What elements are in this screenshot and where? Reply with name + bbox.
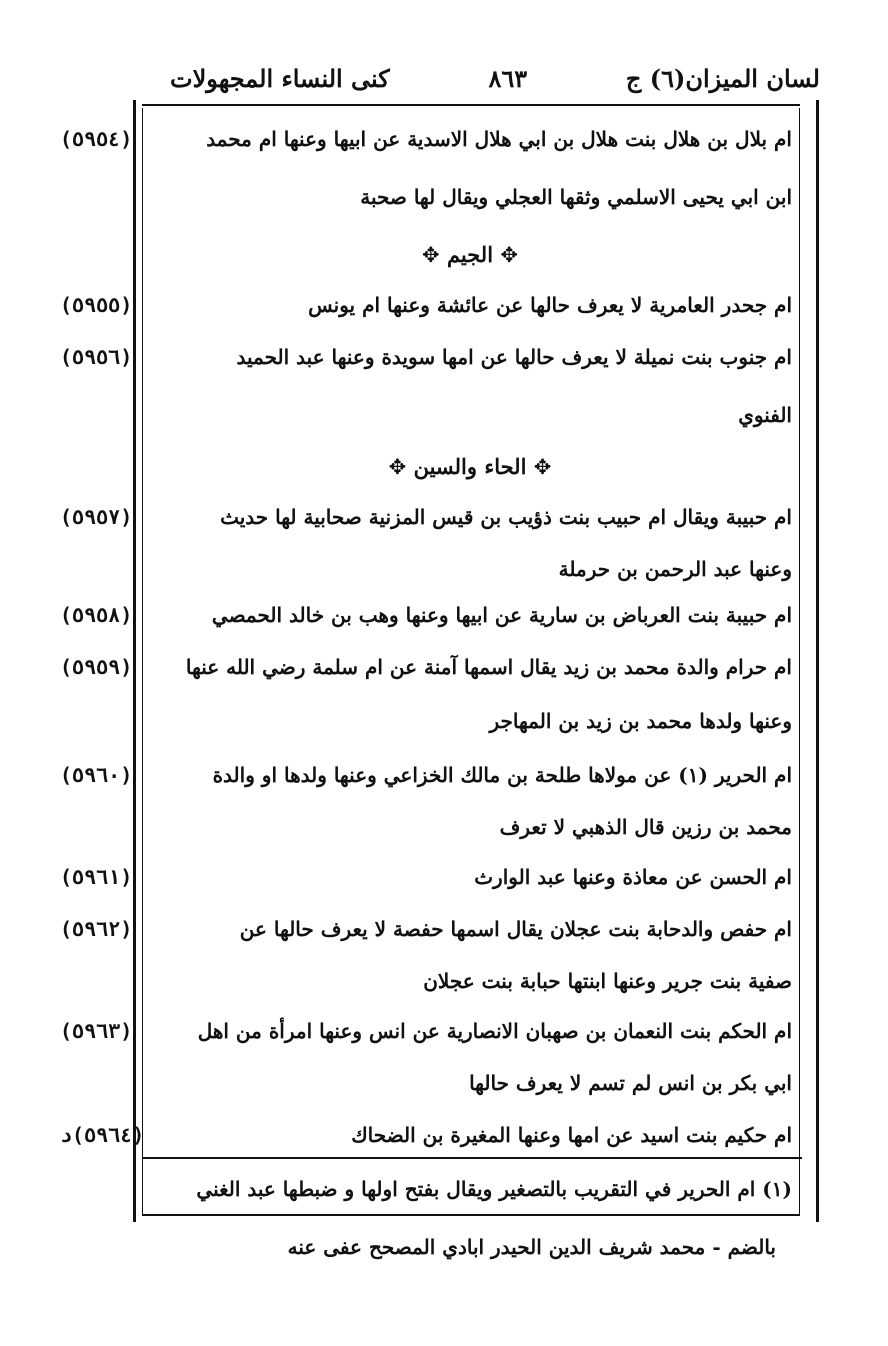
entry-line: ام حبيبة ويقال ام حبيب بنت ذؤيب بن قيس المزنية صحابية لها حديث (220, 505, 792, 529)
entry-line: ام حفص والدحابة بنت عجلان يقال اسمها حفصة لا يعرف حالها عن (239, 917, 792, 941)
page-header (170, 58, 820, 98)
entry-line: ام جحدر العامرية لا يعرف حالها عن عائشة وعنها ام يونس (308, 293, 792, 317)
entry-line: الفنوي (738, 403, 792, 427)
ornament-icon: ✥ (422, 243, 440, 267)
entry-number: (٥٩٥٦) (60, 345, 133, 369)
margin-mark (816, 218, 824, 228)
entry-number: (٥٩٥٨) (60, 603, 133, 627)
section-heading-text: الجيم (446, 242, 494, 267)
bottom-rule (142, 1214, 800, 1216)
entry-number: (٥٩٦١) (60, 865, 133, 889)
entry-number: (٥٩٥٩) (60, 655, 133, 679)
entry-number: (٥٩٦٤)د (60, 1123, 145, 1147)
entry-number: (٥٩٥٥) (60, 293, 133, 317)
entry-line: ام الحرير (١) عن مولاها طلحة بن مالك الخزاعي وعنها ولدها او والدة (212, 763, 792, 787)
entry-line: ام بلال بن هلال بنت هلال بن ابي هلال الاسدية عن ابيها وعنها ام محمد (206, 127, 792, 151)
footnote: (١) ام الحرير في التقريب بالتصغير ويقال بفتح اولها و ضبطها عبد الغني (196, 1177, 792, 1201)
ornament-icon: ✥ (500, 243, 518, 267)
entry-line: ام الحسن عن معاذة وعنها عبد الوارث (474, 865, 792, 889)
page-number: ٨٦٣ (488, 63, 528, 93)
entry-number: (٥٩٥٧) (60, 505, 133, 529)
section-heading-text: الحاء والسين (413, 454, 527, 479)
editor-note: بالضم - محمد شريف الدين الحيدر ابادي المصحح عفى عنه (287, 1235, 776, 1259)
entry-number: (٥٩٦٠) (60, 763, 133, 787)
book-title: لسان الميزان(٦) ج (625, 63, 820, 93)
section-heading (142, 452, 798, 482)
entry-line: ام حرام والدة محمد بن زيد يقال اسمها آمنة عن ام سلمة رضي الله عنها (185, 655, 792, 679)
ornament-icon: ✥ (388, 455, 407, 479)
entry-line: ابن ابي يحيى الاسلمي وثقها العجلي ويقال لها صحبة (360, 185, 792, 209)
entry-line: ام حبيبة بنت العرباض بن سارية عن ابيها وعنها وهب بن خالد الحمصي (211, 603, 792, 627)
ornament-icon: ✥ (533, 455, 552, 479)
section-title: كنى النساء المجهولات (170, 63, 390, 93)
footnote-separator (142, 1157, 802, 1159)
entry-line: محمد بن رزين قال الذهبي لا تعرف (499, 815, 792, 839)
entry-line: ام حكيم بنت اسيد عن امها وعنها المغيرة بن الضحاك (351, 1123, 792, 1147)
section-heading (142, 240, 798, 270)
entry-line: ابي بكر بن انس لم تسم لا يعرف حالها (469, 1071, 792, 1095)
entry-line: ام جنوب بنت نميلة لا يعرف حالها عن امها سويدة وعنها عبد الحميد (236, 345, 792, 369)
entry-line: وعنها ولدها محمد بن زيد بن المهاجر (489, 709, 792, 733)
entry-number: (٥٩٦٣) (60, 1019, 133, 1043)
entry-line: وعنها عبد الرحمن بن حرملة (558, 557, 792, 581)
entry-line: صفية بنت جرير وعنها ابنتها حبابة بنت عجلان (423, 969, 792, 993)
entry-number: (٥٩٦٢) (60, 917, 133, 941)
entry-line: ام الحكم بنت النعمان بن صهبان الانصارية عن انس وعنها امرأة من اهل (197, 1019, 792, 1043)
entry-number: (٥٩٥٤) (60, 127, 133, 151)
